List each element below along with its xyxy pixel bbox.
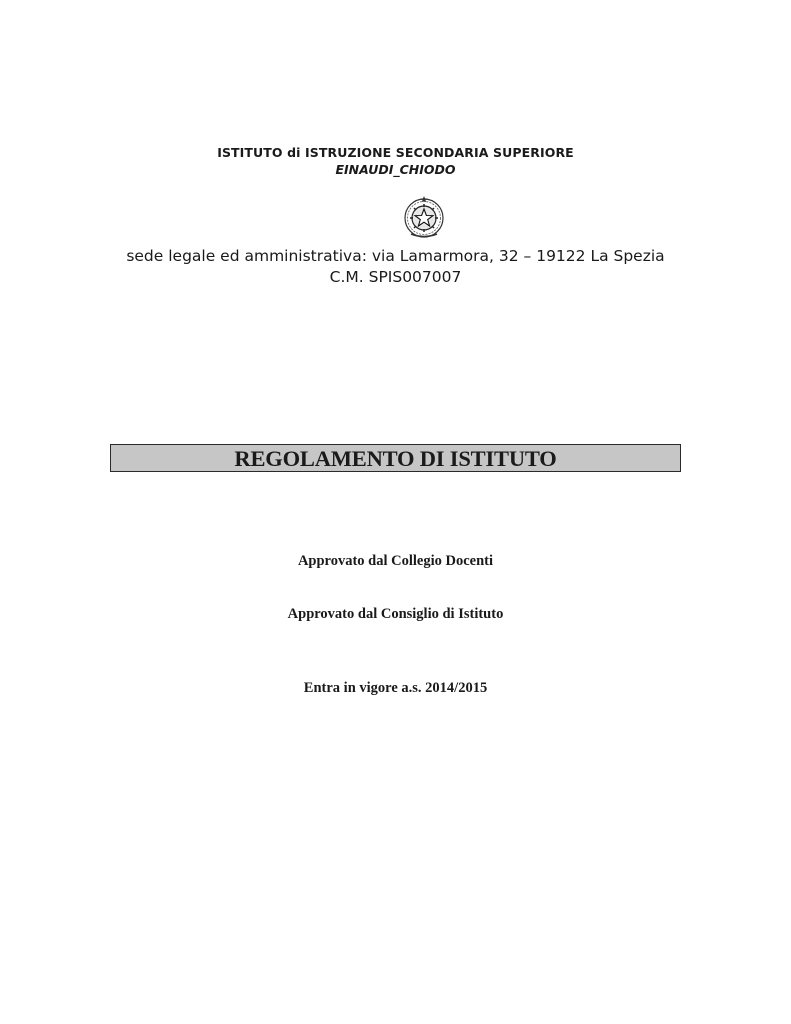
italian-republic-emblem-icon [401, 194, 447, 240]
school-name: EINAUDI_CHIODO [335, 162, 456, 177]
document-title: REGOLAMENTO DI ISTITUTO [110, 444, 681, 472]
institution-heading: ISTITUTO di ISTRUZIONE SECONDARIA SUPERIORE [217, 145, 574, 160]
approval-collegio-docenti: Approvato dal Collegio Docenti [297, 553, 494, 569]
effective-date: Entra in vigore a.s. 2014/2015 [303, 680, 488, 696]
approval-consiglio-istituto: Approvato dal Consiglio di Istituto [287, 606, 504, 622]
address-line: sede legale ed amministrativa: via Lamarmora, 32 – 19122 La Spezia [126, 247, 665, 265]
mechanographic-code: C.M. SPIS007007 [329, 268, 462, 286]
